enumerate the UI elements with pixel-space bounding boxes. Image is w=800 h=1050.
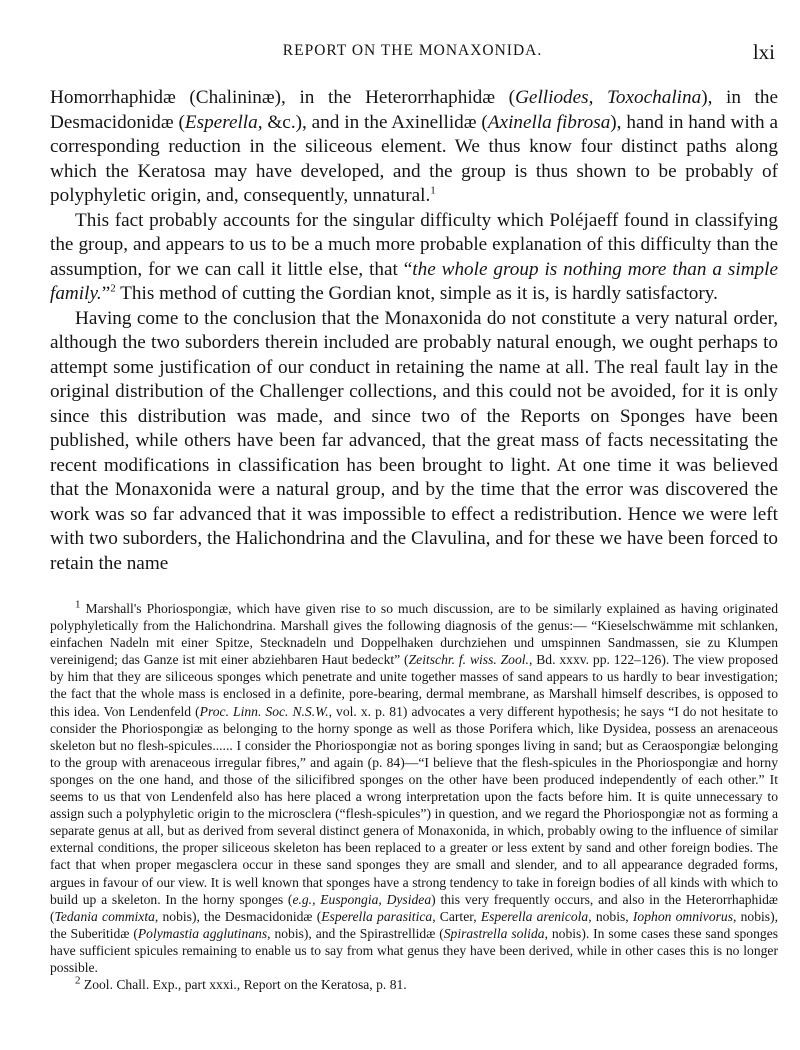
text-span: , nobis). In some cases these sand sponges have sufficient spicules remaining to enable us to say from what genus they have been derived, while in other cases this is no longer possible.: [50, 925, 779, 975]
footnote-mark: 2: [75, 974, 81, 987]
paragraph-1: [50, 86, 778, 209]
italic-citation: Zeitschr. f. wiss. Zool.: [408, 652, 529, 668]
page-number: lxi: [752, 40, 775, 64]
italic-taxon: Gelliodes, Toxochalina: [515, 87, 702, 108]
main-text: [50, 86, 778, 576]
italic-taxon: e.g., Euspongia, Dysidea: [292, 891, 432, 907]
text-span: &c.), and in the Axinellidæ (: [262, 111, 488, 133]
italic-taxon: Esperella,: [184, 111, 263, 133]
text-span: This fact probably accounts for the singular difficulty which Poléjaeff found in classifying the group, and appears to us to be a much more probable explanation of this difficulty than the assumption, for we can call it little else, that “: [50, 209, 778, 280]
text-span: , nobis), the Desmacidonidæ (: [154, 908, 322, 924]
text-span: , vol. x. p. 81) advocates a very different hypothesis; he says “I do not hesitate to consider the Phoriospongiæ as belonging to the horny sponge as well as those Porifera which, like Dysidea, possess an arenaceous skeleton but no flesh-spicules...... I consider the Phoriospongiæ not as boring sponges living in sand; but as Ceraospongiæ belonging to the group with arenaceous irregular fibres,” and again (p. 84)—“I believe that the flesh-spicules in the Phoriospongiæ and horny sponges on the one hand, and those of the silicifibred sponges on the other have been produced independently of each other.” It seems to us that von Lendenfeld also has here placed a wrong interpretation upon the facts before him. It is quite unnecessary to assign such a polyphyletic origin to the microsclera (“flesh-spicules”) in question, and we regard the Phoriospongiæ not as forming a separate genus at all, but as derived from several distinct genera of Monaxonida, in which, probably owing to the influence of similar external conditions, the proper siliceous skeleton has been replaced to a greater or less extent by sand and other foreign bodies. The fact that when proper megasclera occur in these sand sponges they are small and slender, and to all appearance degraded forms, argues in favour of our view. It is well known that sponges have a strong tendency to take in foreign bodies of all kinds with which to build up a skeleton. In the horny sponges (: [50, 703, 778, 907]
text-span: , Carter,: [432, 908, 481, 924]
italic-taxon: Esperella parasitica: [321, 908, 433, 924]
italic-taxon: Axinella fibrosa: [487, 111, 611, 133]
italic-taxon: Esperella arenicola: [480, 908, 589, 924]
italic-taxon: Spirastrella solida: [443, 925, 545, 941]
page-header: [50, 40, 775, 70]
text-span: , nobis), the Suberitidæ (: [50, 908, 779, 941]
footnote-mark: 1: [75, 598, 81, 611]
text-span: , Bd. xxxv. pp. 122–126). The view proposed by him that they are siliceous sponges which penetrate and unite together masses of sand appears to us hardly to bear investigation; the fact that the whole mass is enclosed in a definite, pore-bearing, dermal membrane, as Marshall himself describes, is opposed to this idea. Von Lendenfeld (: [50, 652, 779, 719]
text-span: Marshall's Phoriospongiæ, which have given rise to so much discussion, are to be similarly explained as having originated polyphyletically from the Halichondrina. Marshall gives the following diagnosis of the genus:— “Kieselschwämme mit schlanken, einfachen Nadeln mit einer Spitze, Stecknadeln und Doppelhaken durchziehen und umspinnen Sandmassen, sie zu Klumpen vereinigend; das Ganze ist mit einer abziehbaren Haut bedeckt” (: [50, 601, 778, 668]
italic-taxon: Iophon omnivorus: [632, 908, 734, 924]
text-span: Homorrhaphidæ (Chalininæ), in the Heterorrhaphidæ (: [50, 87, 516, 108]
text-span: , nobis), and the Spirastrellidæ (: [267, 925, 444, 941]
footnote-ref-2: 2: [110, 282, 116, 295]
footnote-2: [50, 976, 778, 993]
italic-quotation: the whole group is nothing more than a simple family.: [50, 258, 778, 304]
paragraph-2: [50, 209, 778, 307]
italic-taxon: Tedania commixta: [54, 908, 155, 924]
text-span: This method of cutting the Gordian knot, simple as it is, is hardly satisfactory.: [115, 283, 718, 304]
text-span: ), in the Desmacidonidæ (: [50, 87, 778, 133]
footnotes: [50, 600, 778, 993]
paragraph-3: Having come to the conclusion that the Monaxonida do not constitute a very natural order, although the two suborders therein included are probably natural enough, we ought perhaps to attempt some justification of our conduct in retaining the name at all. The real fault lay in the original distribution of the Challenger collections, and this could not be avoided, for it is only since this distribution was made, and since two of the Reports on Sponges have been published, while others have been far advanced, that the great mass of facts necessitating the recent modifications in classification has been brought to light. At one time it was believed that the Monaxonida were a natural group, and by the time that the error was discovered the work was so far advanced that it was impossible to effect a redistribution. Hence we were left with two suborders, the Halichondrina and the Clavulina, and for these we have been forced to retain the name: [50, 307, 778, 574]
italic-taxon: Polymastia agglutinans: [137, 925, 268, 941]
running-title: REPORT ON THE MONAXONIDA.: [282, 42, 543, 59]
text-span: Zool. Chall. Exp., part xxxi., Report on the Keratosa, p. 81.: [80, 977, 407, 993]
text-span: ) this very frequently occurs, and also in the Heterorrhaphidæ (: [50, 891, 778, 924]
text-span: , nobis,: [588, 908, 633, 924]
footnote-1: [50, 600, 778, 976]
footnote-ref-1: 1: [430, 184, 436, 197]
italic-citation: Proc. Linn. Soc. N.S.W.: [199, 703, 329, 719]
text-span: ), hand in hand with a corresponding reduction in the siliceous element. We thus know four distinct paths along which the Keratosa may have developed, and the group is thus shown to be probably of polyphyletic origin, and, consequently, unnatural.: [50, 111, 778, 206]
text-span: ”: [101, 283, 111, 304]
